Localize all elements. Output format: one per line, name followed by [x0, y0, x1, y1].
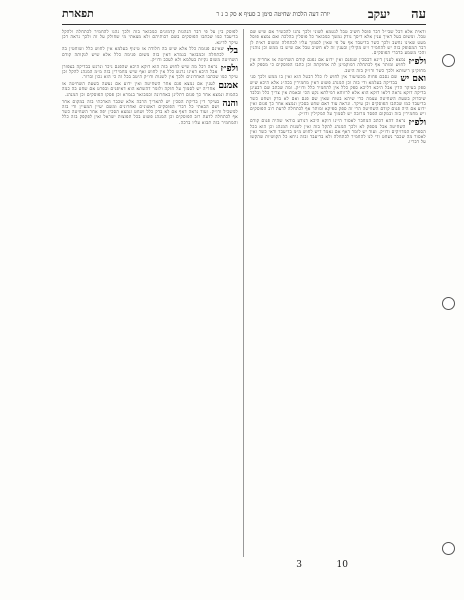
paragraph-text: לענין אם נמצא פגם אחר השחיטה ואין ידוע אם נעשה בשעת השחיטה או אחריה יש לסמוך על חזקה ולומר דהשתא הוא דאיפגים ובפרט אם שחט בה כמה בהמות ונמצא אחר כך פגום דתלינן באחרונה וכמבואר בגמרא וכן פסקו הפוסקים וכן המנהג. — [62, 81, 238, 97]
page-number: 10 — [336, 560, 348, 570]
paragraph-text: נראה דכל מה שיש לחוש בזה הוא דוקא היכא שהפגם ניכר ונרגש בבדיקה בצפורן אבל היכא דאינו נרגש כלל אין לחוש ואף שיש מחמירין בזה מ״מ המנהג להקל וכן עיקר כמו שכתבו האחרונים ולכך אין לשנות ודו״ק היטב בכל זה כי הוא נכון וברור. — [62, 63, 238, 80]
paragraph-text: שם נסבם פחות מכשיעור אין לחוש לו כלל דבטל הוא ואין בו ממש ולכך סגי בבדיקה בעלמא ודי בזה וכן המנהג פשוט דאין מחמירין בכה״ג אלא היכא שיש ספק בעיקר הדין אבל היכא דליכא ספק כלל אין להחמיר כלל ודו״ק. ומה שכתב שם דבעינן בדיקה דוקא נראה דלאו דוקא הוא אלא לרווחא דמילתא נקט הכי ובאמת אין צריך כלל ובלבד שיבדוק בשעת השחיטה עצמה כדי שיהא בטוח שאין שם פגם ואם לא בדק ושחט כשר בדיעבד כמו שכתבו הפוסקים וכן עיקר. ונראה עוד דאם שחט בסכין ונמצא אחר כך פגום ואין ידוע אם היה פגום קודם השחיטה הרי זה ספק ספיקא ומותר אף לכתחלה לדעת רוב הפוסקים ויש מחמירין בזה ובמקום הפסד מרובה יש לסמוך על המקילין ודו״ק. — [250, 74, 426, 117]
paragraph-text: ודאית אלא דבל שבי״ל דבר פוסל חשיב טבל לנטמא לשוני ולכך נהגו להכשיר אם שיש שם טבל. ומשום בעל דאיך ענין אלא דיסך נודק נמשך כמבואר כל פוסלין בהלכה ואם נמצא פוסל מעט שאינו נחשב ולכך כשר בדיעבד אף על פי שאין לסמוך עליו לכתחלה ומשום דאית לן דבר המסופק בזה יש להחמיר ויש מקילין ובענין זה לא חשיב טבל אם שיש בו ממש וכן נוהגין והכי משמע בדברי הפוסקים. — [250, 29, 426, 56]
paragraph — [250, 29, 426, 55]
column-title: תפארת — [62, 7, 94, 20]
text-column-right — [250, 29, 426, 557]
folio-number: עה — [411, 7, 426, 22]
signature-mark: 3 — [296, 560, 302, 570]
running-head: יורה דעה הלכות שחיטה סימן כ סעיף א סק כ נ ר — [216, 11, 330, 18]
paragraph — [250, 57, 426, 73]
book-title: יעקב — [367, 7, 390, 21]
paragraph-text: נראה דהא דכתב המחבר לאסור היינו דוקא היכא דנודע בודאי שהיה פגום קודם השחיטה אבל מספק לא ולכך המנהג להקל בזה ואין לשנות המנהג וכן הוא בכל הספרים המדויקים ודו״ק. ועוד יש לומר דאף אם נאמר דיש לחוש מ״מ בדיעבד ודאי כשר ואין לאסור מה שכבר נשחט ודי לנו להחמיר לכתחלה ולא בדיעבד ובזה ניחא כל הקושיות שהקשו על דבריו. — [250, 118, 426, 145]
paragraph-lead-word: ולפ״ז — [408, 56, 426, 67]
paragraph-text: שאינם פגומה כלל אלא שיש בה חלודה או טינוף בעלמא אין לחוש כלל ושוחטין בה לכתחלה וכמבואר בגמרא דאין בזה משום פגימה כלל אלא שיש לנקותה קודם השחיטה משום נקיות בעלמא ולא לעכב ודו״ק. — [62, 46, 238, 62]
text-column-left — [62, 29, 238, 557]
paragraph-lead-word: והנה — [222, 98, 238, 109]
binder-hole-top — [442, 54, 455, 67]
paragraph-lead-word: אמנם — [218, 81, 238, 92]
paragraph — [62, 46, 238, 62]
paragraph — [62, 29, 238, 45]
paragraph-text: בעיקר דין בדיקת הסכין יש להאריך הרבה אלא שכבר הארכתי בזה במקום אחר ושם הבאתי כל דברי הפוסקים ראשונים ואחרונים ומשם יעיין המעיין ודי בזה למשכיל ודו״ק. ועוד נראה דאף אם לא בדק כלל ושחט ונמצא הסכין יפה אחר השחיטה כשר אף לכתחלה לדעת רוב הפוסקים וכן המנהג פשוט בכל תפוצות ישראל ואין לפקפק בזה כלל והמחמיר בזה תבוא עליו ברכה. — [62, 98, 238, 125]
paragraph-text: נמצא לענין דינא דבסכין שנפגם ואין ידוע אם נפגם קודם השחיטה או אחריה אין לחוש ומותר אף לכתחלה דמוקמינן לה אחזקתה וכן כתבו הפוסקים כי מספק לא מחזקינן ריעותא ולכך כשר ודו״ק בזה היטב. — [250, 56, 426, 73]
column-divider — [243, 29, 244, 557]
binder-hole-middle — [442, 297, 455, 310]
paragraph — [62, 64, 238, 80]
paragraph-lead-word: ואם יש — [400, 74, 426, 85]
paragraph — [250, 118, 426, 144]
page-footer — [62, 560, 426, 580]
paragraph-lead-word: ולפ״ז — [408, 118, 426, 129]
header-rule — [62, 24, 426, 25]
paragraph — [62, 99, 238, 125]
binder-hole-bottom — [442, 542, 455, 555]
paragraph — [62, 81, 238, 97]
paragraph-lead-word: בלי — [227, 46, 238, 57]
paragraph-text: לפוסק בין על פי דבר הנהגות קדמונים כמבואר בזה ולכך נהגו להחמיר לכתחלה ולהקל בדיעבד כמו שכתבו הפוסקים בשם רבותיהם ולא מצאתי מי שחולק על זה ולכך נראה דכן עיקר לדינא. — [62, 29, 238, 45]
paragraph — [250, 74, 426, 116]
paragraph-lead-word: ולפ״ז — [220, 63, 238, 74]
